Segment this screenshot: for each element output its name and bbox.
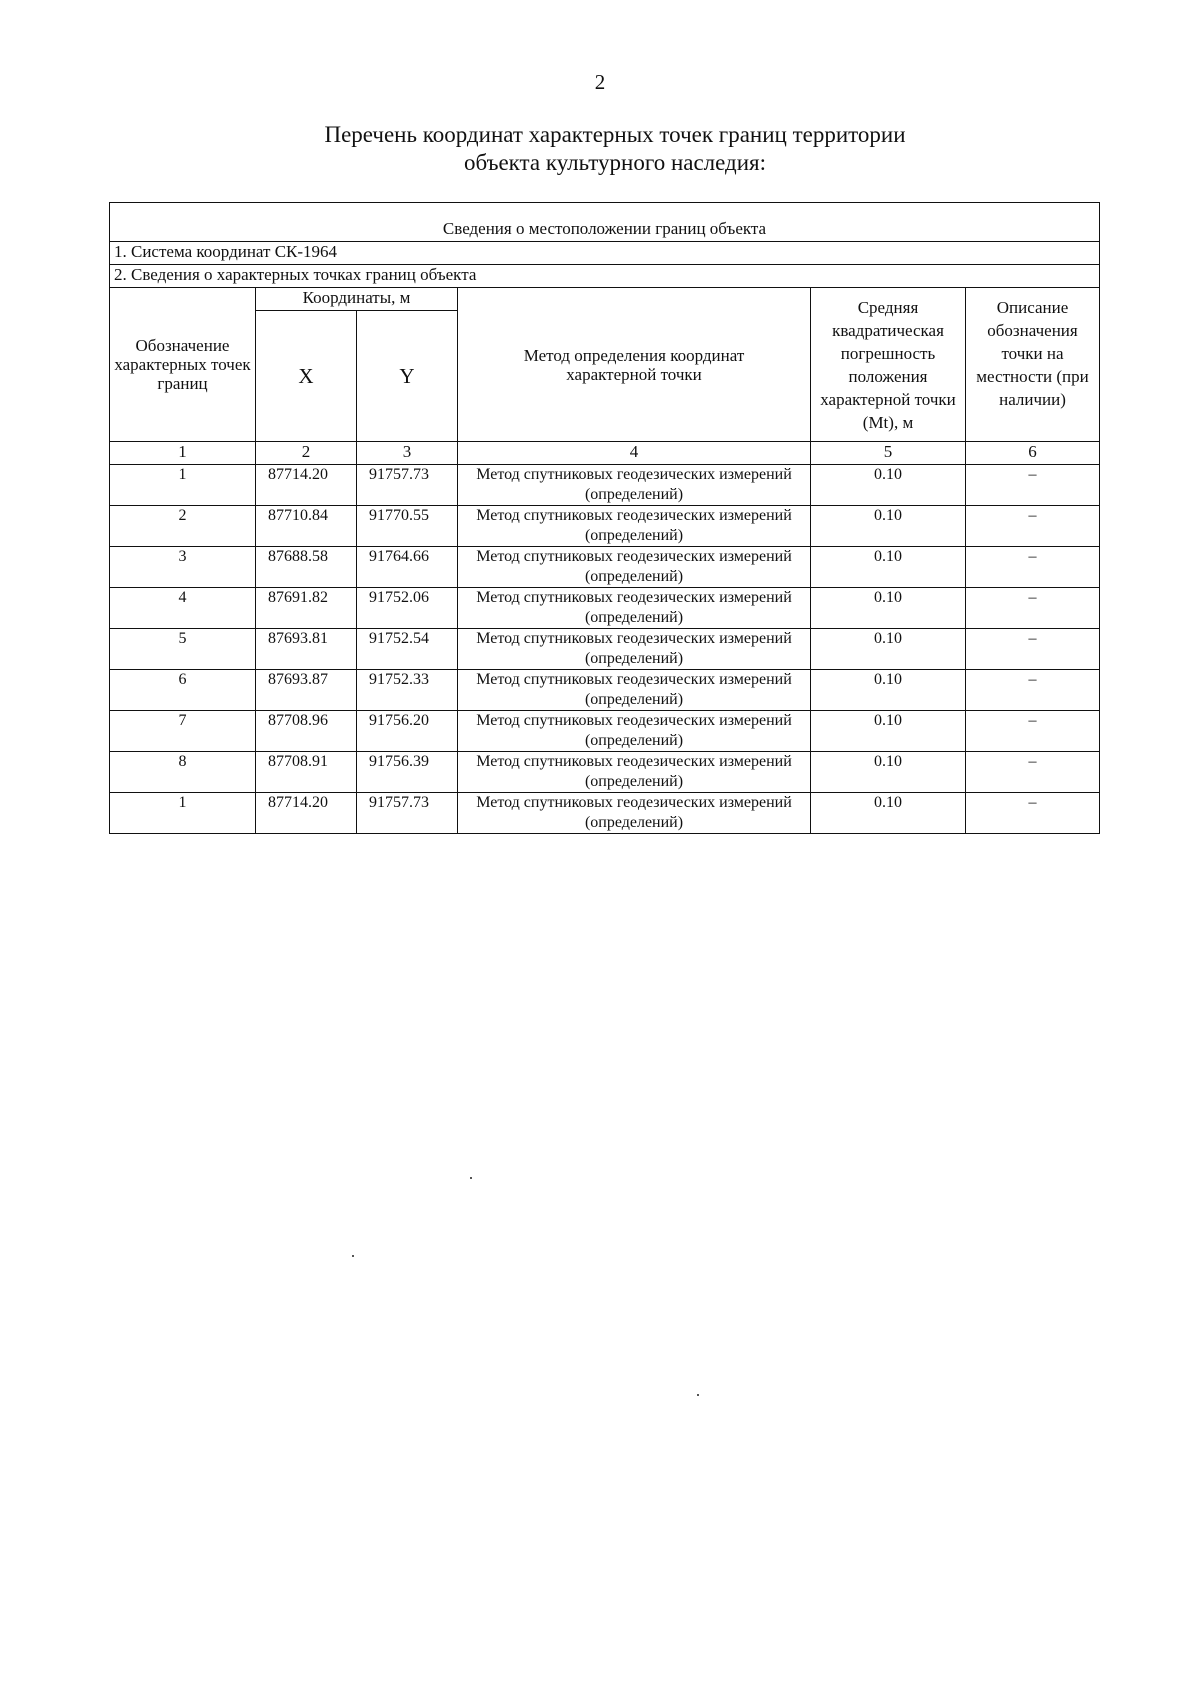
title-line-1: Перечень координат характерных точек границ территории xyxy=(324,122,906,147)
x-cell: 87691.82 xyxy=(256,588,357,629)
header-point-designation: Обозначение характерных точек границ xyxy=(110,288,256,442)
x-cell: 87710.84 xyxy=(256,506,357,547)
description-cell: – xyxy=(966,793,1100,834)
error-cell: 0.10 xyxy=(811,670,966,711)
table-row xyxy=(110,506,1100,547)
title-line-2: объекта культурного наследия: xyxy=(463,150,767,175)
page-number: 2 xyxy=(594,70,606,94)
column-number: 5 xyxy=(811,442,966,465)
description-cell: – xyxy=(966,547,1100,588)
table-row xyxy=(110,629,1100,670)
scan-speck xyxy=(352,1255,354,1257)
column-number: 6 xyxy=(966,442,1100,465)
description-cell: – xyxy=(966,506,1100,547)
description-cell: – xyxy=(966,465,1100,506)
point-cell: 8 xyxy=(110,752,256,793)
header-y: Y xyxy=(357,311,458,442)
column-number: 2 xyxy=(256,442,357,465)
description-cell: – xyxy=(966,629,1100,670)
table-caption: Сведения о местоположении границ объекта xyxy=(110,203,1100,242)
table-row xyxy=(110,711,1100,752)
table-row xyxy=(110,752,1100,793)
method-cell: Метод спутниковых геодезических измерений (определений) xyxy=(458,588,811,629)
point-cell: 5 xyxy=(110,629,256,670)
coordinates-rows xyxy=(110,465,1100,834)
error-cell: 0.10 xyxy=(811,629,966,670)
error-cell: 0.10 xyxy=(811,465,966,506)
y-cell: 91752.54 xyxy=(357,629,458,670)
table-row xyxy=(110,547,1100,588)
y-cell: 91756.20 xyxy=(357,711,458,752)
x-cell: 87708.91 xyxy=(256,752,357,793)
x-cell: 87693.81 xyxy=(256,629,357,670)
error-cell: 0.10 xyxy=(811,752,966,793)
x-cell: 87714.20 xyxy=(256,793,357,834)
point-cell: 6 xyxy=(110,670,256,711)
y-cell: 91752.33 xyxy=(357,670,458,711)
table-row xyxy=(110,465,1100,506)
point-cell: 4 xyxy=(110,588,256,629)
header-description: Описание обозначения точки на местности (при наличии) xyxy=(966,288,1100,442)
point-cell: 3 xyxy=(110,547,256,588)
y-cell: 91770.55 xyxy=(357,506,458,547)
point-cell: 1 xyxy=(110,793,256,834)
y-cell: 91764.66 xyxy=(357,547,458,588)
column-number-row xyxy=(110,442,1100,465)
point-cell: 7 xyxy=(110,711,256,752)
table-row xyxy=(110,588,1100,629)
method-cell: Метод спутниковых геодезических измерений (определений) xyxy=(458,752,811,793)
x-cell: 87714.20 xyxy=(256,465,357,506)
description-cell: – xyxy=(966,711,1100,752)
coordinates-table xyxy=(109,202,1100,834)
description-cell: – xyxy=(966,752,1100,793)
method-cell: Метод спутниковых геодезических измерений (определений) xyxy=(458,547,811,588)
error-cell: 0.10 xyxy=(811,588,966,629)
error-cell: 0.10 xyxy=(811,506,966,547)
error-cell: 0.10 xyxy=(811,793,966,834)
scan-speck xyxy=(470,1177,472,1179)
table-row xyxy=(110,793,1100,834)
method-cell: Метод спутниковых геодезических измерений (определений) xyxy=(458,670,811,711)
y-cell: 91757.73 xyxy=(357,465,458,506)
description-cell: – xyxy=(966,588,1100,629)
description-cell: – xyxy=(966,670,1100,711)
method-cell: Метод спутниковых геодезических измерений (определений) xyxy=(458,711,811,752)
x-cell: 87693.87 xyxy=(256,670,357,711)
y-cell: 91756.39 xyxy=(357,752,458,793)
method-cell: Метод спутниковых геодезических измерений (определений) xyxy=(458,465,811,506)
header-mean-error xyxy=(811,288,966,442)
method-cell: Метод спутниковых геодезических измерений (определений) xyxy=(458,629,811,670)
header-x: X xyxy=(256,311,357,442)
error-cell: 0.10 xyxy=(811,711,966,752)
x-cell: 87708.96 xyxy=(256,711,357,752)
header-method: Метод определения координат характерной точки xyxy=(458,288,811,442)
column-number: 3 xyxy=(357,442,458,465)
coordinate-system-label: 1. Система координат СК-1964 xyxy=(110,242,1100,265)
column-number: 4 xyxy=(458,442,811,465)
header-coordinates: Координаты, м xyxy=(256,288,458,311)
document-title xyxy=(0,121,1200,177)
method-cell: Метод спутниковых геодезических измерений (определений) xyxy=(458,506,811,547)
method-cell: Метод спутниковых геодезических измерений (определений) xyxy=(458,793,811,834)
error-cell: 0.10 xyxy=(811,547,966,588)
column-number: 1 xyxy=(110,442,256,465)
y-cell: 91757.73 xyxy=(357,793,458,834)
x-cell: 87688.58 xyxy=(256,547,357,588)
header-mean-error-text: Средняя квадратическая погрешность положения характерной точки (Mt), м xyxy=(820,298,956,432)
point-cell: 2 xyxy=(110,506,256,547)
table-row xyxy=(110,670,1100,711)
scan-speck xyxy=(697,1394,699,1396)
y-cell: 91752.06 xyxy=(357,588,458,629)
points-info-label: 2. Сведения о характерных точках границ объекта xyxy=(110,265,1100,288)
point-cell: 1 xyxy=(110,465,256,506)
